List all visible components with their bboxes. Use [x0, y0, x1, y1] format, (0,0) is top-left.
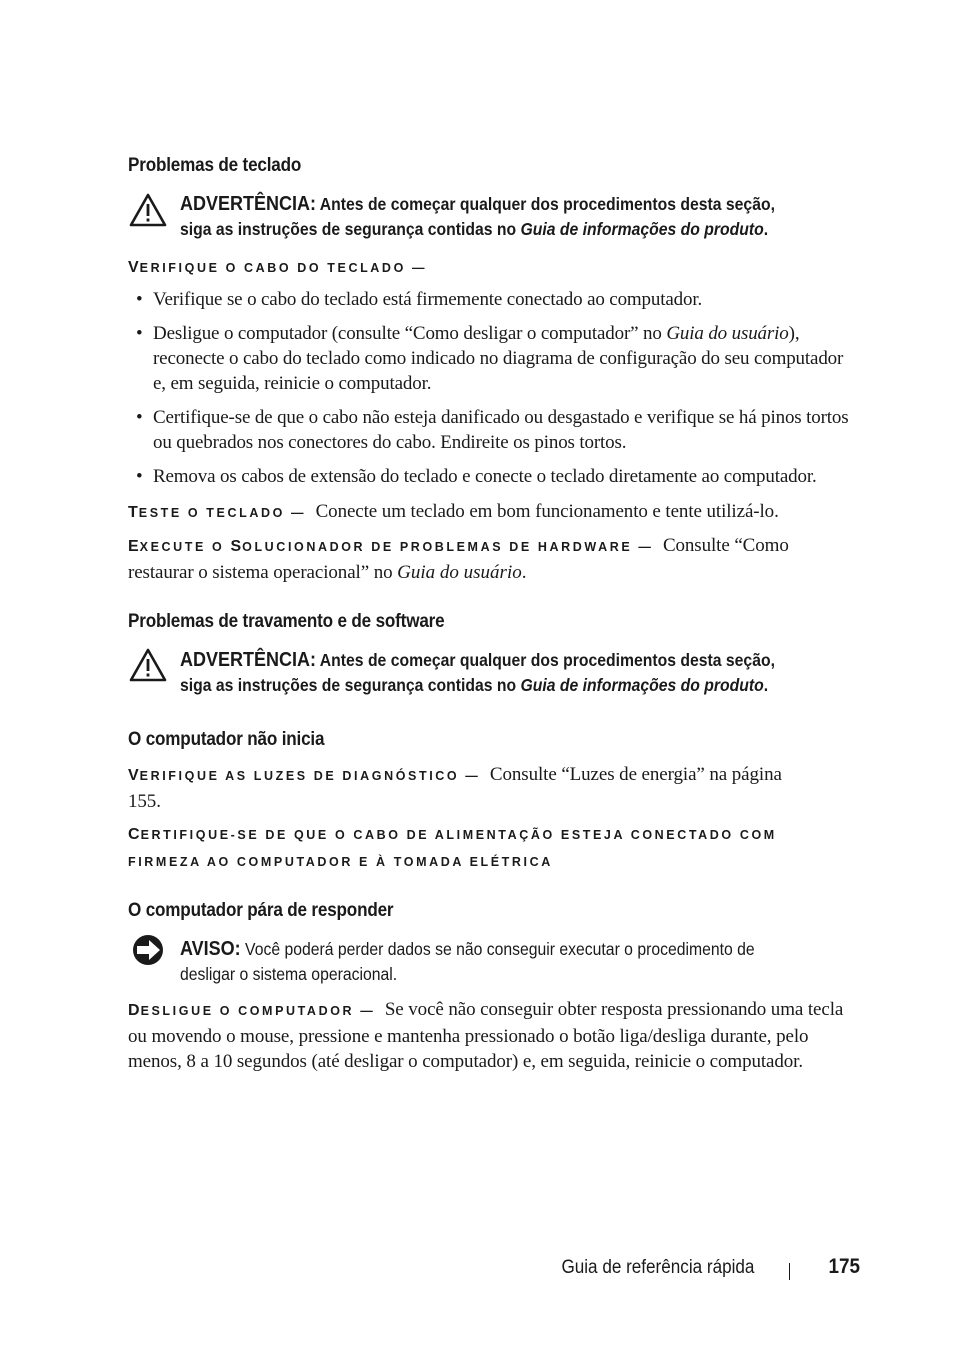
subheading-text: ERIFIQUE O CABO DO TECLADO —: [139, 261, 428, 275]
section-heading-stops: O computador pára de responder: [128, 900, 394, 921]
paragraph-text: Conecte um teclado em bom funcionamento e tente utilizá-lo.: [315, 501, 779, 522]
list-item-text: Verifique se o cabo do teclado está firmemente conectado ao computador.: [153, 289, 703, 310]
list-item-text-b: ), reconecte o cabo do teclado como indicado no diagrama de configuração do seu computador e, em seguida, reinicie o computador.: [153, 323, 844, 394]
warning-period: .: [763, 675, 769, 695]
list-item: [128, 321, 854, 396]
paragraph-text: Consulte “Como restaurar o sistema operacional” no: [128, 535, 789, 583]
list-item-text-a: Desligue o computador (consulte “Como desligar o computador” no: [153, 323, 667, 344]
warning-period: .: [763, 219, 769, 239]
list-item-text: [153, 321, 854, 396]
footer-title: Guia de referência rápida: [561, 1257, 754, 1278]
list-item: [128, 287, 854, 312]
subheading-check-cable: [128, 254, 854, 281]
list-item-reference: Guia do usuário: [666, 323, 789, 344]
paragraph-period: .: [521, 562, 527, 583]
subheading-text: ERTIFIQUE-SE DE QUE O CABO DE ALIMENTAÇÃO ESTEJA CONECTADO COM FIRMEZA AO COMPUTADOR E À TOMADA ELÉTRICA: [128, 828, 777, 869]
paragraph-text: Se você não conseguir obter resposta pressionando uma tecla ou movendo o mouse, pressione e mantenha pressionado o botão liga/desliga durante, pelo menos, 8 a 10 segundos (até desligar o computador) e, em seguida, reinicie o computador.: [128, 999, 844, 1072]
section-heading-no-start: O computador não inicia: [128, 729, 325, 750]
subheading-text: XECUTE O: [139, 540, 231, 554]
initial-letter: C: [128, 826, 141, 843]
initial-letter: D: [128, 1002, 141, 1019]
paragraph-test-keyboard: [128, 499, 854, 526]
notice-label: AVISO:: [180, 938, 241, 960]
warning-reference: Guia de informações do produto: [520, 219, 764, 239]
paragraph-ensure-power: [128, 821, 854, 875]
initial-letter: S: [230, 538, 243, 555]
initial-letter: V: [128, 767, 140, 784]
subheading-text: ESLIGUE O COMPUTADOR —: [140, 1004, 376, 1018]
warning-triangle-icon: [128, 192, 168, 228]
warning-text: [180, 192, 810, 242]
paragraph-turn-off: [128, 997, 854, 1074]
initial-letter: T: [128, 504, 139, 521]
warning-label: ADVERTÊNCIA:: [180, 193, 317, 215]
subheading-text: ESTE O TECLADO —: [138, 506, 307, 520]
bullet-icon: •: [136, 466, 143, 487]
list-item: [128, 405, 854, 455]
warning-reference: Guia de informações do produto: [520, 675, 764, 695]
warning-text: [180, 648, 810, 698]
initial-letter: V: [128, 259, 140, 276]
warning-body: Antes de começar qualquer dos procedimentos desta seção, siga as instruções de segurança contidas no: [180, 650, 775, 695]
list-item-text: Certifique-se de que o cabo não esteja danificado ou desgastado e verifique se há pinos tortos ou quebrados nos conectores do cabo. Endireite os pinos tortos.: [153, 407, 849, 453]
warning-label: ADVERTÊNCIA:: [180, 649, 317, 671]
list-item-text: Remova os cabos de extensão do teclado e conecte o teclado diretamente ao computador.: [153, 466, 817, 487]
warning-triangle-icon: [128, 647, 168, 683]
notice-text: [180, 937, 810, 987]
page-footer: [0, 1255, 954, 1285]
notice-arrow-icon: [128, 934, 168, 970]
paragraph-reference: Guia do usuário: [397, 562, 522, 583]
subheading-text: OLUCIONADOR DE PROBLEMAS DE HARDWARE —: [242, 540, 654, 554]
warning-body: Antes de começar qualquer dos procedimentos desta seção, siga as instruções de segurança contidas no: [180, 194, 775, 239]
paragraph-run-troubleshooter: [128, 533, 854, 585]
list-item: [128, 464, 854, 489]
notice-body: Você poderá perder dados se não conseguir executar o procedimento de desligar o sistema operacional.: [180, 939, 755, 984]
footer-divider: [789, 1263, 790, 1280]
subheading-text: ERIFIQUE AS LUZES DE DIAGNÓSTICO —: [139, 769, 481, 783]
bullet-icon: •: [136, 407, 143, 428]
section-heading-keyboard: Problemas de teclado: [128, 155, 302, 176]
initial-letter: E: [128, 538, 140, 555]
paragraph-check-lights: [128, 762, 788, 814]
bullet-icon: •: [136, 289, 143, 310]
bullet-icon: •: [136, 323, 143, 344]
page-number: 175: [828, 1255, 860, 1278]
paragraph-text: Consulte “Luzes de energia” na página 155.: [128, 764, 782, 812]
section-heading-lockups: Problemas de travamento e de software: [128, 611, 445, 632]
